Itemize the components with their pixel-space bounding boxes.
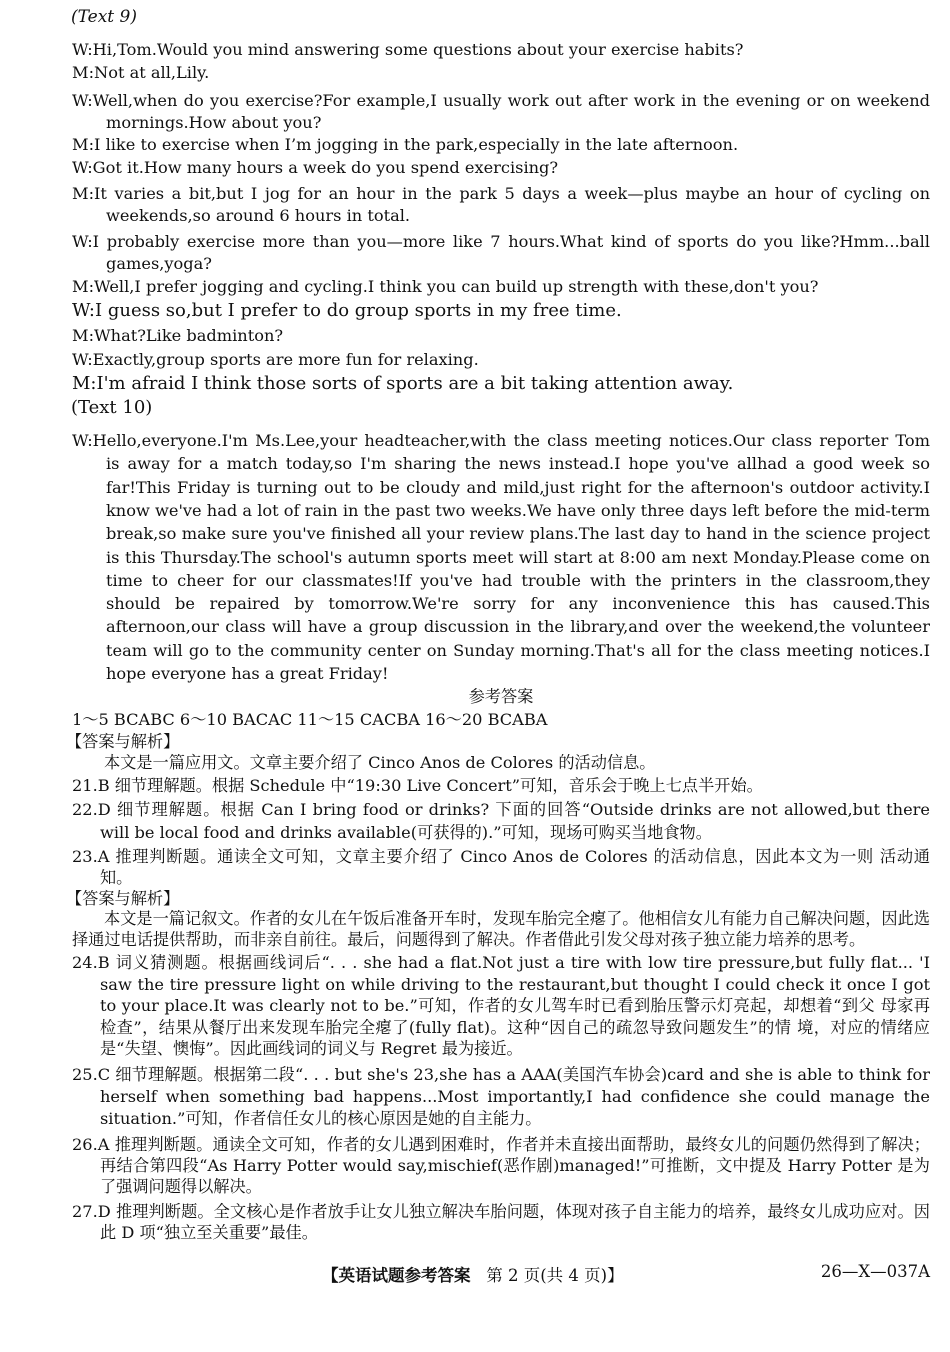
answer-item: 22.D 细节理解题。根据 Can I bring food or drinks? 下面的回答“Outside drinks are not allowed,but there will be local food and drinks available(可获得的).”可知，现场可购买当地食物。	[72, 800, 930, 843]
dialogue-line: M:I'm afraid I think those sorts of sports are a bit taking attention away.	[72, 373, 734, 395]
analysis-intro: 本文是一篇应用文。文章主要介绍了 Cinco Anos de Colores 的活动信息。	[104, 753, 656, 773]
dialogue-line: W:Got it.How many hours a week do you spend exercising?	[72, 157, 559, 177]
analysis-intro: 本文是一篇记叙文。作者的女儿在午饭后准备开车时，发现车胎完全瘪了。他相信女儿有能力自己解决问题，因此选择通过电话提供帮助，而非亲自前往。最后，问题得到了解决。作者借此引发父母对孩子独立能力培养的思考。	[72, 909, 930, 949]
dialogue-line: W:Exactly,group sports are more fun for relaxing.	[72, 349, 479, 369]
dialogue-line: W:I probably exercise more than you—more like 7 hours.What kind of sports do you like?Hmm...ball games,yoga?	[72, 232, 930, 274]
answer-item: 26.A 推理判断题。通读全文可知，作者的女儿遇到困难时，作者并未直接出面帮助，最终女儿的问题仍然得到了解决；再结合第四段“As Harry Potter would say,mischief(恶作剧)managed!”可推断，文中提及 Harry Potter 是为了强调问题得以解决。	[72, 1134, 930, 1196]
dialogue-line: W:Hi,Tom.Would you mind answering some questions about your exercise habits?	[72, 40, 744, 59]
answer-item: 23.A 推理判断题。通读全文可知，文章主要介绍了 Cinco Anos de Colores 的活动信息，因此本文为一则 活动通知。	[72, 847, 930, 888]
text9-label: (Text 9)	[71, 7, 137, 27]
answer-item: 21.B 细节理解题。根据 Schedule 中“19:30 Live Concert”可知，音乐会于晚上七点半开始。	[72, 776, 763, 796]
dialogue-line: W:Well,when do you exercise?For example,I usually work out after work in the evening or on weekend mornings.How about you?	[72, 90, 930, 132]
dialogue-line: M:I like to exercise when I’m jogging in the park,especially in the late afternoon.	[72, 134, 739, 154]
answer-item: 27.D 推理判断题。全文核心是作者放手让女儿独立解决车胎问题，体现对孩子自主能力的培养，最终女儿成功应对。因此 D 项“独立至关重要”最佳。	[72, 1201, 930, 1242]
dialogue-line: W:I guess so,but I prefer to do group sports in my free time.	[72, 300, 622, 322]
text10-label: (Text 10)	[71, 397, 153, 419]
dialogue-line: M:Well,I prefer jogging and cycling.I think you can build up strength with these,don't you?	[72, 277, 819, 297]
footer-title-bold: 【英语试题参考答案	[322, 1266, 471, 1285]
analysis-header: 【答案与解析】	[66, 889, 180, 909]
footer-page-number: 第 2 页(共 4 页)】	[486, 1266, 624, 1285]
analysis-header: 【答案与解析】	[66, 732, 180, 752]
answer-key: 1～5 BCABC 6～10 BACAC 11～15 CACBA 16～20 BCABA	[72, 710, 548, 730]
footer-title	[322, 1262, 624, 1286]
monologue-paragraph: W:Hello,everyone.I'm Ms.Lee,your headteacher,with the class meeting notices.Our class reporter Tom is away for a match today,so I'm sharing the news instead.I hope you've allhad a good week so far!This Friday is turning out to be cloudy and mild,just right for the afternoon's outdoor activity.I know we've had a lot of rain in the past two weeks.We have only three days left before the mid-term break,so make sure you've finished all your review plans.The last day to hand in the science project is this Thursday.The school's autumn sports meet will start at 8:00 am next Monday.Please come on time to cheer for our classmates!If you've had trouble with the printers in the classroom,they should be repaired by tomorrow.We're sorry for any inconvenience this has caused.This afternoon,our class will have a group discussion in the library,and over the weekend,the volunteer team will go to the community center on Sunday morning.That's all for the class meeting notices.I hope everyone has a great Friday!	[72, 431, 930, 684]
dialogue-line: M:Not at all,Lily.	[72, 63, 210, 83]
footer-code: 26—X—037A	[820, 1262, 930, 1281]
answer-item: 25.C 细节理解题。根据第二段“. . . but she's 23,she has a AAA(美国汽车协会)card and she is able to think for herself when something bad happens...Most importantly,I had confidence she could manage the situation.”可知，作者信任女儿的核心原因是她的自主能力。	[72, 1064, 930, 1128]
document-page	[66, 6, 930, 1243]
dialogue-line: M:It varies a bit,but I jog for an hour in the park 5 days a week—plus maybe an hour of cycling on weekends,so around 6 hours in total.	[72, 184, 930, 226]
dialogue-line: M:What?Like badminton?	[72, 326, 284, 346]
answer-title: 参考答案	[468, 687, 534, 707]
answer-item: 24.B 词义猜测题。根据画线词后“. . . she had a flat.Not just a tire with low tire pressure,but fully flat... 'I saw the tire pressure light on while driving to the restaurant,but thought I could check it once I got to your place.It was clearly not to be.”可知，作者的女儿驾车时已看到胎压警示灯亮起，却想着“到父 母家再检查”，结果从餐厅出来发现车胎完全瘪了(fully flat)。这种“因自己的疏忽导致问题发生”的情 境，对应的情绪应是“失望、懊悔”。因此画线词的词义与 Regret 最为接近。	[72, 953, 930, 1059]
